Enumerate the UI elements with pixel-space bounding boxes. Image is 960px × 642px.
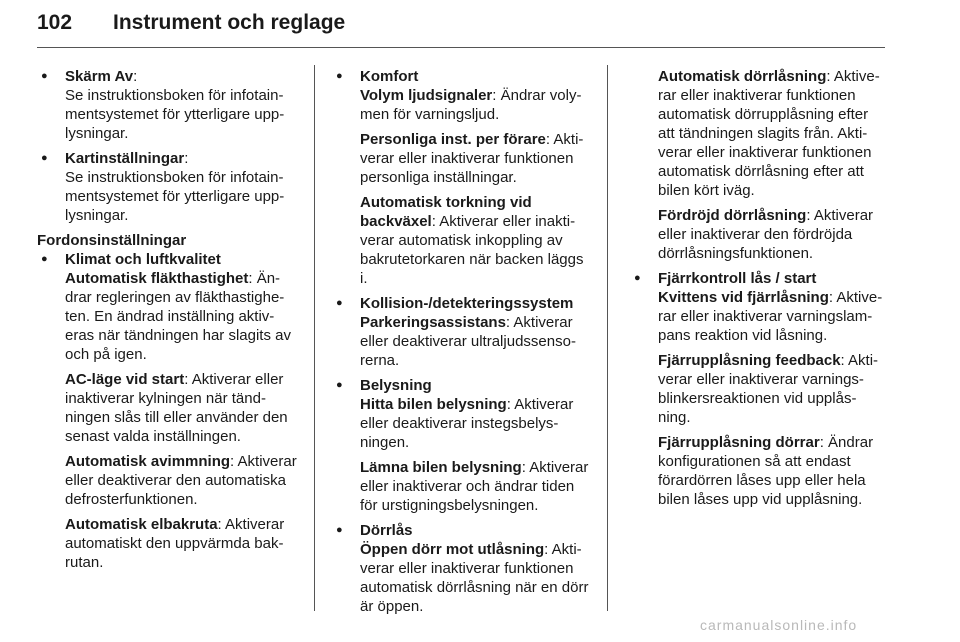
page-title: Instrument och reglage	[113, 11, 346, 34]
setting-name: Fördröjd dörrlåsning	[658, 207, 807, 224]
column-2	[332, 67, 594, 622]
list-item	[332, 67, 594, 288]
page-number: 102	[37, 11, 73, 34]
setting-name: Automatisk avimmning	[65, 453, 231, 470]
column-1	[37, 67, 299, 578]
setting-name: Lämna bilen belysning	[360, 459, 522, 476]
list-item	[332, 521, 594, 616]
list-item: ● Skärm Av: Se instruktionsboken för infotain-mentsystemet för ytterligare upp-lysningar.	[37, 67, 299, 143]
item-heading: Kartinställningar	[65, 150, 185, 167]
header-rule	[37, 47, 885, 48]
item-heading: ● Belysning	[360, 377, 432, 394]
page-header	[37, 6, 885, 46]
item-text: Se instruktionsboken för infotain-mentsystemet för ytterligare upp-lysningar.	[65, 87, 285, 142]
list-item	[332, 376, 594, 515]
setting-desc: : Akti-verar eller inaktiverar varnings-blinkersreaktionen vid upplås-ning.	[658, 352, 879, 426]
watermark: carmanualsonline.info	[700, 617, 858, 633]
setting-name: Automatisk dörrlåsning	[658, 68, 827, 85]
list-item	[332, 294, 594, 370]
item-heading: ● Klimat och luftkvalitet	[65, 251, 221, 268]
item-heading: ● Dörrlås	[360, 522, 413, 539]
setting-name: Fjärrupplåsning feedback	[658, 352, 841, 369]
setting-desc: : Aktiverar eller deaktiverar den automatiska defrosterfunktionen.	[65, 453, 297, 508]
column-3	[630, 67, 888, 515]
list-item	[630, 67, 888, 263]
setting-desc: : Ändrar voly-men för varningsljud.	[360, 87, 582, 123]
setting-desc: : Ändrar konfigurationen så att endast förardörren låses upp eller hela bilen låses upp vid upplåsning.	[658, 434, 874, 508]
setting-name: Fjärrupplåsning dörrar	[658, 434, 820, 451]
setting-name: Kvittens vid fjärrlåsning	[658, 289, 829, 306]
list-item: ● Kartinställningar: Se instruktionsboken för infotain-mentsystemet för ytterligare upp-lysningar.	[37, 149, 299, 225]
setting-desc: : Aktiverar eller inaktiverar den fördröjda dörrlåsningsfunktionen.	[658, 207, 874, 262]
setting-name: Öppen dörr mot utlåsning	[360, 541, 545, 558]
item-text: Se instruktionsboken för infotain-mentsystemet för ytterligare upp-lysningar.	[65, 169, 285, 224]
setting-name: Automatisk elbakruta	[65, 516, 218, 533]
item-heading: Skärm Av	[65, 68, 134, 85]
setting-name: Parkeringsassistans	[360, 314, 506, 331]
section-heading: Fordonsinställningar	[37, 232, 187, 249]
setting-name: AC-läge vid start	[65, 371, 185, 388]
setting-desc: : Akti-verar eller inaktiverar funktionen automatisk dörrlåsning när en dörr är öppen.	[360, 541, 589, 615]
item-heading: ● Fjärrkontroll lås / start	[658, 270, 817, 287]
setting-name: Automatisk torkning vid backväxel	[360, 194, 532, 230]
column-divider	[607, 65, 608, 611]
setting-name: Automatisk fläkthastighet	[65, 270, 249, 287]
column-divider	[314, 65, 315, 611]
setting-desc: : Än-drar regleringen av fläkthastighe-ten. En ändrad inställning aktiv-eras när tändningen har slagits av och på igen.	[65, 270, 291, 363]
setting-name: Volym ljudsignaler	[360, 87, 493, 104]
setting-name: Hitta bilen belysning	[360, 396, 507, 413]
setting-desc: : Aktiverar eller deaktiverar ultraljudssenso-rerna.	[360, 314, 576, 369]
setting-desc: : Aktive-rar eller inaktiverar varningslam-pans reaktion vid låsning.	[658, 289, 883, 344]
list-item	[37, 250, 299, 572]
setting-desc: : Aktiverar eller deaktiverar instegsbelys-ningen.	[360, 396, 574, 451]
setting-desc: : Aktiverar eller inaktiverar kylningen när tänd-ningen slås till eller använder den senast valda inställningen.	[65, 371, 288, 445]
setting-name: Personliga inst. per förare	[360, 131, 546, 148]
list-item	[630, 269, 888, 509]
setting-desc: : Aktiverar automatiskt den uppvärmda bak-rutan.	[65, 516, 285, 571]
setting-desc: : Akti-verar eller inaktiverar funktionen personliga inställningar.	[360, 131, 584, 186]
setting-desc: : Aktive-rar eller inaktiverar funktionen automatisk dörrupplåsning efter att tändningen slagits från. Akti-verar eller inaktiverar funktionen automatisk dörrlåsning efter att bilen kört iväg.	[658, 68, 880, 199]
setting-desc: : Aktiverar eller inaktiverar och ändrar tiden för urstigningsbelysningen.	[360, 459, 589, 514]
setting-desc: : Aktiverar eller inakti-verar automatisk inkoppling av bakrutetorkaren när backen läggs i.	[360, 213, 584, 287]
item-heading: ● Komfort	[360, 68, 419, 85]
item-heading: ● Kollision-/detekteringssystem	[360, 295, 574, 312]
